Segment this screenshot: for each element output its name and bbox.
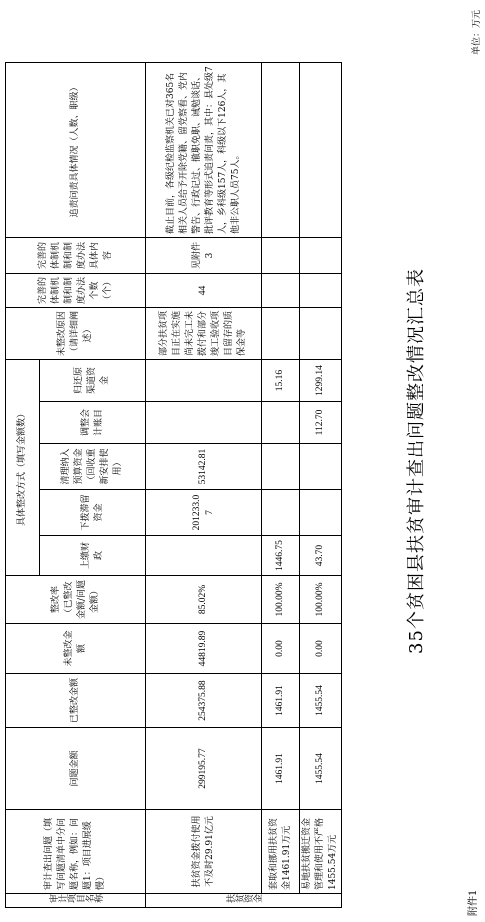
- header-system-content: 完善的体制机制和制度办法具体内容: [6, 238, 146, 274]
- unit-label: 单位：万元: [472, 10, 482, 56]
- row-adjust: 112.70: [300, 402, 342, 444]
- row-problem-amount: 1461.91: [262, 728, 300, 810]
- document-title: 35个贫困县扶贫审计查出问题整改情况汇总表: [406, 268, 427, 654]
- row-adjust: [262, 402, 300, 444]
- row-rectified: 1461.91: [262, 674, 300, 728]
- header-problem: 审计查出问题（填写问题清单中分问题名称，例如：问题1：项目进展缓慢）: [6, 810, 146, 894]
- row-upper: 43.70: [300, 536, 342, 576]
- row-rectified: 1455.54: [300, 674, 342, 728]
- row-system-content: [300, 238, 342, 274]
- row-problem-amount: 1455.54: [300, 728, 342, 810]
- header-method-budget: 清理纳入预算资金（回收重新安排使用）: [40, 444, 146, 490]
- row-reason: [300, 308, 342, 360]
- section-label: 扶贫资金: [146, 894, 342, 908]
- row-unrectified: 44819.89: [146, 624, 262, 674]
- row-rate: 100.00%: [300, 576, 342, 624]
- summary-table: [5, 62, 342, 908]
- row-budget: [262, 444, 300, 490]
- row-reason: [262, 308, 300, 360]
- header-method-allocate: 下拨滞留资金: [40, 490, 146, 536]
- row-system-content: 见附件3: [146, 238, 262, 274]
- row-unrectified: 0.00: [300, 624, 342, 674]
- row-rectified: 254375.88: [146, 674, 262, 728]
- table-row: [262, 63, 300, 908]
- row-accountability: [300, 63, 342, 238]
- header-method-upper: 上缴财政: [40, 536, 146, 576]
- header-rectified-amount: 已整改金额: [6, 674, 146, 728]
- header-method-return: 归还原渠道资金: [40, 360, 146, 402]
- row-rate: 100.00%: [262, 576, 300, 624]
- row-upper: 1446.75: [262, 536, 300, 576]
- header-system-count: 完善的体制机制和制度办法个数（个）: [6, 274, 146, 308]
- header-audit-item: 审计项目名称: [6, 894, 146, 908]
- table-row: [300, 63, 342, 908]
- row-system-count: [300, 274, 342, 308]
- header-problem-amount: 问题金额: [6, 728, 146, 810]
- row-unrectified: 0.00: [262, 624, 300, 674]
- row-allocate: [300, 490, 342, 536]
- header-rectify-rate: 整改率（已整改金额/问题金额）: [6, 576, 146, 624]
- row-budget: 53142.81: [146, 444, 262, 490]
- row-return: 1299.14: [300, 360, 342, 402]
- row-return: 15.16: [262, 360, 300, 402]
- row-problem: 易地扶贫搬迁资金管理和使用不严格1455.54万元: [300, 810, 342, 894]
- row-adjust: [146, 402, 262, 444]
- row-allocate: [262, 490, 300, 536]
- header-reason: 未整改原因（请详细阐述）: [6, 308, 146, 360]
- header-method-adjust: 调整会计账目: [40, 402, 146, 444]
- row-rate: 85.02%: [146, 576, 262, 624]
- row-reason: 部分扶贫项目正在实施尚未完工未拨付和部分竣工验收项目留存的质保金等: [146, 308, 262, 360]
- header-method-group: 具体整改方式（填写金额数）: [6, 360, 40, 576]
- row-accountability: [262, 63, 300, 238]
- attachment-label: 附件1: [468, 889, 479, 916]
- row-accountability: 截止目前，各级纪检监察机关已对365名相关人员给予开除党籍、留党察看、党内警告、行政记过、撤职免职、诫勉谈话、批评教育等形式追责问责，其中：县处级7人，乡科级157人，科级以下126人，其他非公职人员75人。: [146, 63, 262, 238]
- row-problem: 扶贫资金拨付使用不及时29.91亿元: [146, 810, 262, 894]
- row-system-content: [262, 238, 300, 274]
- row-budget: [300, 444, 342, 490]
- row-upper: [146, 536, 262, 576]
- row-problem-amount: 299195.77: [146, 728, 262, 810]
- header-accountability: 追责问责具体情况（人数、职级）: [6, 63, 146, 238]
- table-row: [146, 63, 262, 908]
- row-system-count: [262, 274, 300, 308]
- header-unrectified-amount: 未整改金额: [6, 624, 146, 674]
- row-problem: 套取和挪用扶贫资金1461.91万元: [262, 810, 300, 894]
- row-allocate: 201233.07: [146, 490, 262, 536]
- row-system-count: 44: [146, 274, 262, 308]
- row-return: [146, 360, 262, 402]
